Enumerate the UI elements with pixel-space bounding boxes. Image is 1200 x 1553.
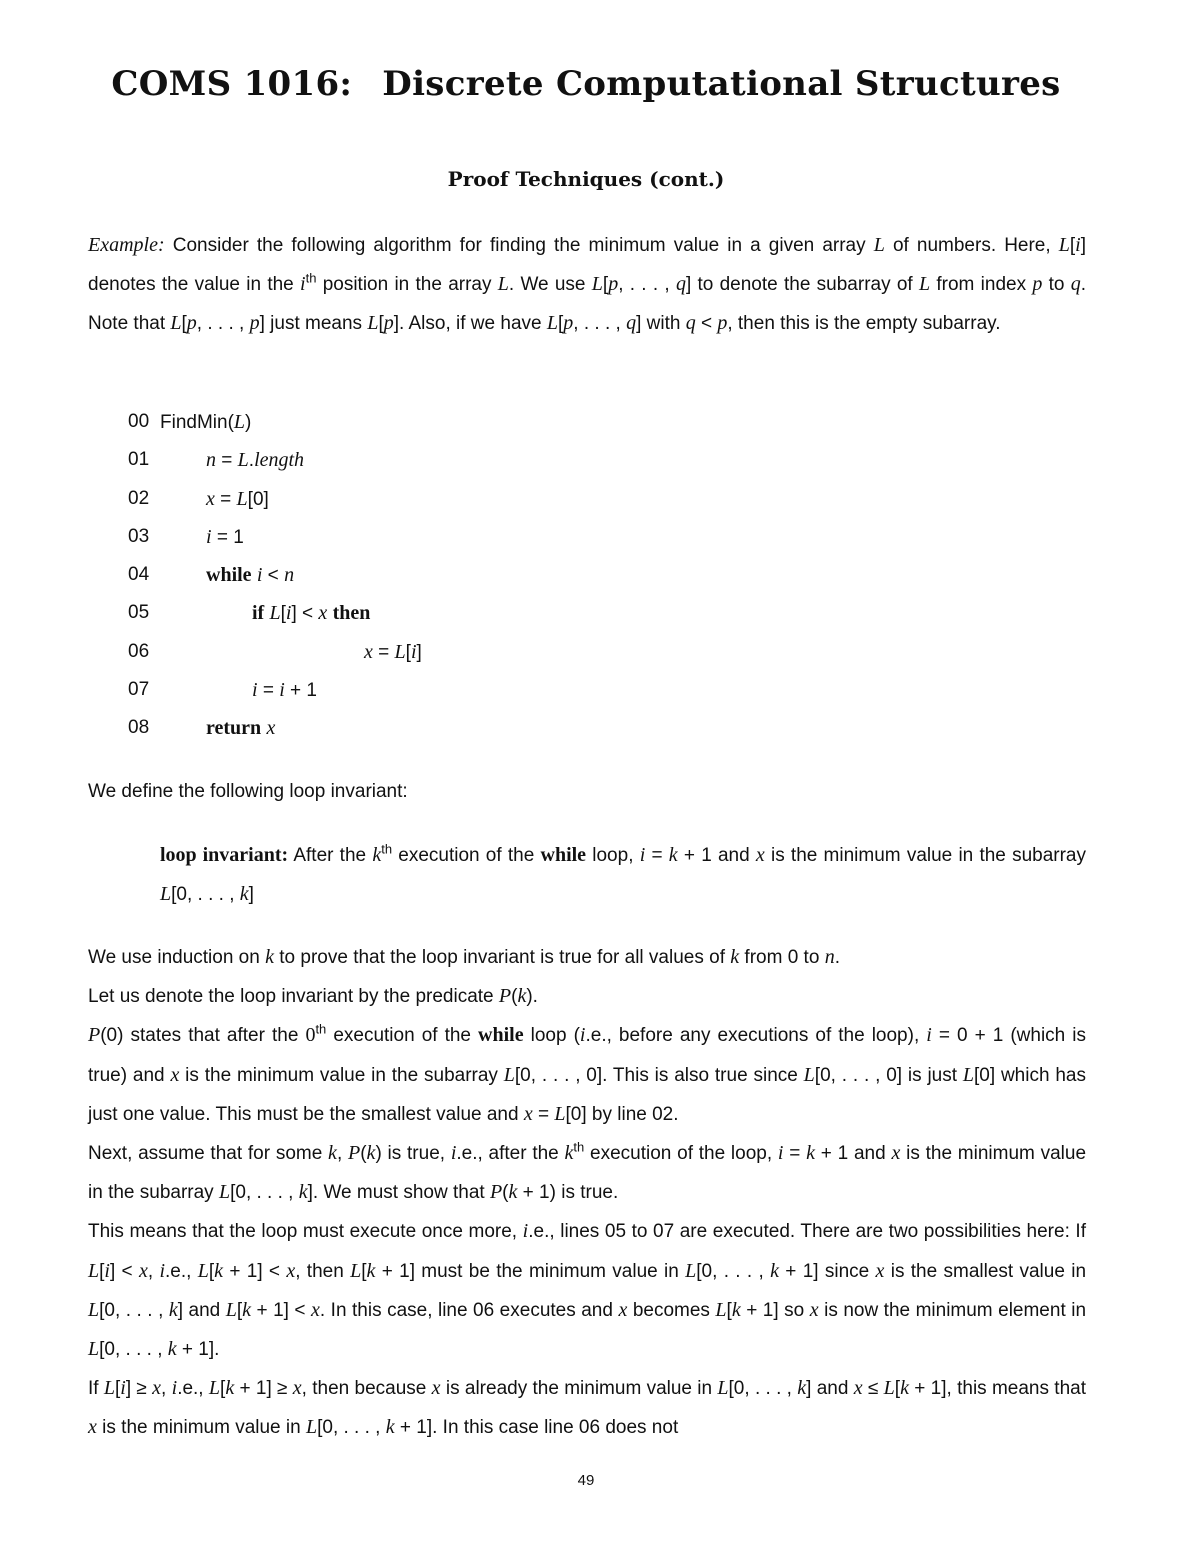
- code-statement: x = L[i]: [364, 640, 422, 663]
- course-code: COMS 1016:: [111, 64, 353, 104]
- code-statement: if L[i] < x then: [252, 602, 371, 625]
- invariant-text: After the $k^{th}$ execution of the while loop, i = k + 1 and x is the minimum value in the subarray L[0, . . . , k]: [160, 841, 1086, 906]
- proof-body: [88, 938, 1086, 1448]
- code-statement: i = 1: [206, 525, 244, 548]
- code-statement: i = i + 1: [252, 679, 318, 702]
- line-number: 03: [128, 525, 150, 547]
- code-line: [128, 441, 728, 479]
- page-number: 49: [577, 1472, 595, 1489]
- code-statement: while i < n: [206, 564, 295, 587]
- line-number: 07: [128, 679, 150, 701]
- line-number: 02: [128, 487, 150, 509]
- code-statement: n = L.length: [206, 449, 305, 472]
- code-line: [128, 633, 728, 671]
- loop-invariant-block: [160, 836, 1086, 914]
- code-line: [128, 480, 728, 518]
- line-number: 04: [128, 564, 150, 586]
- code-line: [128, 594, 728, 632]
- code-statement: FindMin(L): [160, 411, 252, 433]
- line-number: 00: [128, 411, 150, 432]
- line-number: 05: [128, 602, 150, 624]
- code-line: [128, 556, 728, 594]
- code-line: [128, 671, 728, 709]
- code-line: [128, 403, 728, 441]
- code-statement: x = L[0]: [206, 487, 269, 510]
- proof-paragraph: We use induction on k to prove that the loop invariant is true for all values of k from 0 to n.: [88, 946, 840, 968]
- section-title: Proof Techniques (cont.): [447, 167, 725, 191]
- line-number: 08: [128, 717, 150, 739]
- algorithm-listing: [128, 403, 728, 748]
- code-line: [128, 709, 728, 747]
- proof-paragraph: Let us denote the loop invariant by the predicate P(k).: [88, 985, 538, 1008]
- line-number: 06: [128, 640, 150, 662]
- code-statement: return x: [206, 717, 276, 740]
- example-label: Example:: [88, 234, 165, 256]
- intro-paragraph: [88, 226, 1086, 344]
- line-number: 01: [128, 449, 150, 471]
- invariant-label: loop invariant:: [160, 844, 289, 866]
- proof-paragraph: Next, assume that for some k, P(k) is true, i.e., after the $k^{th}$ execution of the loop, i = k + 1 and x is the minimum value in the subarray L[0, . . . , k]. We must show that P(k + 1) is true.: [88, 1139, 1087, 1204]
- proof-paragraph: P(0) states that after the 0th execution of the while loop (i.e., before any executions of the loop), i = 0 + 1 (which is true) and x is the minimum value in the subarray L[0, . . . , 0]. This is also true since L[0, . . . , 0] is just L[0] which has just one value. This must be the smallest value and x = L[0] by line 02.: [88, 1022, 1087, 1125]
- proof-paragraph: This means that the loop must execute once more, i.e., lines 05 to 07 are executed. There are two possibilities here: If L[i] < x, i.e., L[k + 1] < x, then L[k + 1] must be the minimum value in L[0, . . . , k + 1] since x is the smallest value in L[0, . . . , k] and L[k + 1] < x. In this case, line 06 executes and x becomes L[k + 1] so x is now the minimum element in L[0, . . . , k + 1].: [88, 1220, 1087, 1361]
- proof-paragraph: If L[i] ≥ x, i.e., L[k + 1] ≥ x, then because x is already the minimum value in L[0, . . . , k] and x ≤ L[k + 1], this means that x is the minimum value in L[0, . . . , k + 1]. In this case line 06 does not: [88, 1377, 1086, 1439]
- define-text: We define the following loop invariant:: [88, 781, 408, 802]
- code-line: [128, 518, 728, 556]
- intro-text: Consider the following algorithm for finding the minimum value in a given array L of numbers. Here, L[i] denotes the value in the $i^{th}$ position in the array L. We use L[p, . . . , q] to denote the subarray of L from index p to q. Note that L[p, . . . , p] just means L[p]. Also, if we have L[p, . . . , q] with q < p, then this is the empty subarray.: [88, 234, 1087, 335]
- course-title: Discrete Computational Structures: [382, 64, 1061, 104]
- page-title: [0, 64, 1172, 104]
